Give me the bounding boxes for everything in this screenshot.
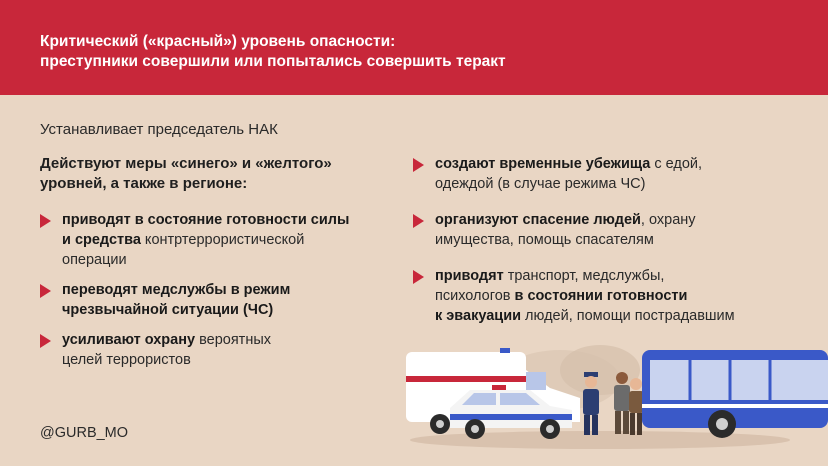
police-officer-icon <box>583 372 599 435</box>
item-bold: приводят <box>435 268 504 284</box>
list-item <box>62 330 392 370</box>
list-item <box>435 154 805 194</box>
list-item <box>435 210 805 250</box>
item-bold: усиливают охрану <box>62 332 196 348</box>
header-title-line-1: Критический («красный») уровень опасности: <box>40 33 396 50</box>
item-text: , охрану <box>640 212 696 228</box>
list-item <box>435 266 815 326</box>
item-text: имущества, помощь спасателям <box>435 232 654 248</box>
item-bold: и средства <box>62 232 141 248</box>
bullet-arrow-icon <box>413 158 424 172</box>
item-bold: организуют спасение людей <box>435 212 641 228</box>
bullet-arrow-icon <box>40 284 51 298</box>
item-text: операции <box>62 252 127 268</box>
item-text: контртеррористической <box>140 232 305 248</box>
item-bold: к эвакуации <box>435 308 522 324</box>
bullet-arrow-icon <box>413 214 424 228</box>
bullet-arrow-icon <box>40 214 51 228</box>
item-text: людей, помощи пострадавшим <box>521 308 735 324</box>
intro-line-2: уровней, а также в регионе: <box>40 175 248 192</box>
item-bold: создают временные убежища <box>435 156 651 172</box>
set-by-text: Устанавливает председатель НАК <box>40 121 278 138</box>
item-bold: переводят медслужбы в режим <box>62 282 291 298</box>
header-banner <box>0 0 828 95</box>
item-text: целей террористов <box>62 352 191 368</box>
item-bold: приводят в состояние готовности силы <box>62 212 350 228</box>
header-title-line-2: преступники совершили или попытались совершить теракт <box>40 53 506 70</box>
intro-line-1: Действуют меры «синего» и «желтого» <box>40 155 332 172</box>
item-text: вероятных <box>195 332 271 348</box>
bus-icon <box>642 350 828 438</box>
item-text: с едой, <box>650 156 703 172</box>
bullet-arrow-icon <box>40 334 51 348</box>
emergency-scene-illustration <box>400 340 828 466</box>
item-bold: в состоянии готовности <box>514 288 688 304</box>
item-bold: чрезвычайной ситуации (ЧС) <box>62 302 274 318</box>
item-text: психологов <box>435 288 515 304</box>
intro-text <box>40 154 370 194</box>
list-item <box>62 210 392 270</box>
bullet-arrow-icon <box>413 270 424 284</box>
item-text: транспорт, медслужбы, <box>503 268 665 284</box>
social-handle: @GURB_MO <box>40 425 129 441</box>
item-text: одеждой (в случае режима ЧС) <box>435 176 646 192</box>
list-item <box>62 280 392 320</box>
